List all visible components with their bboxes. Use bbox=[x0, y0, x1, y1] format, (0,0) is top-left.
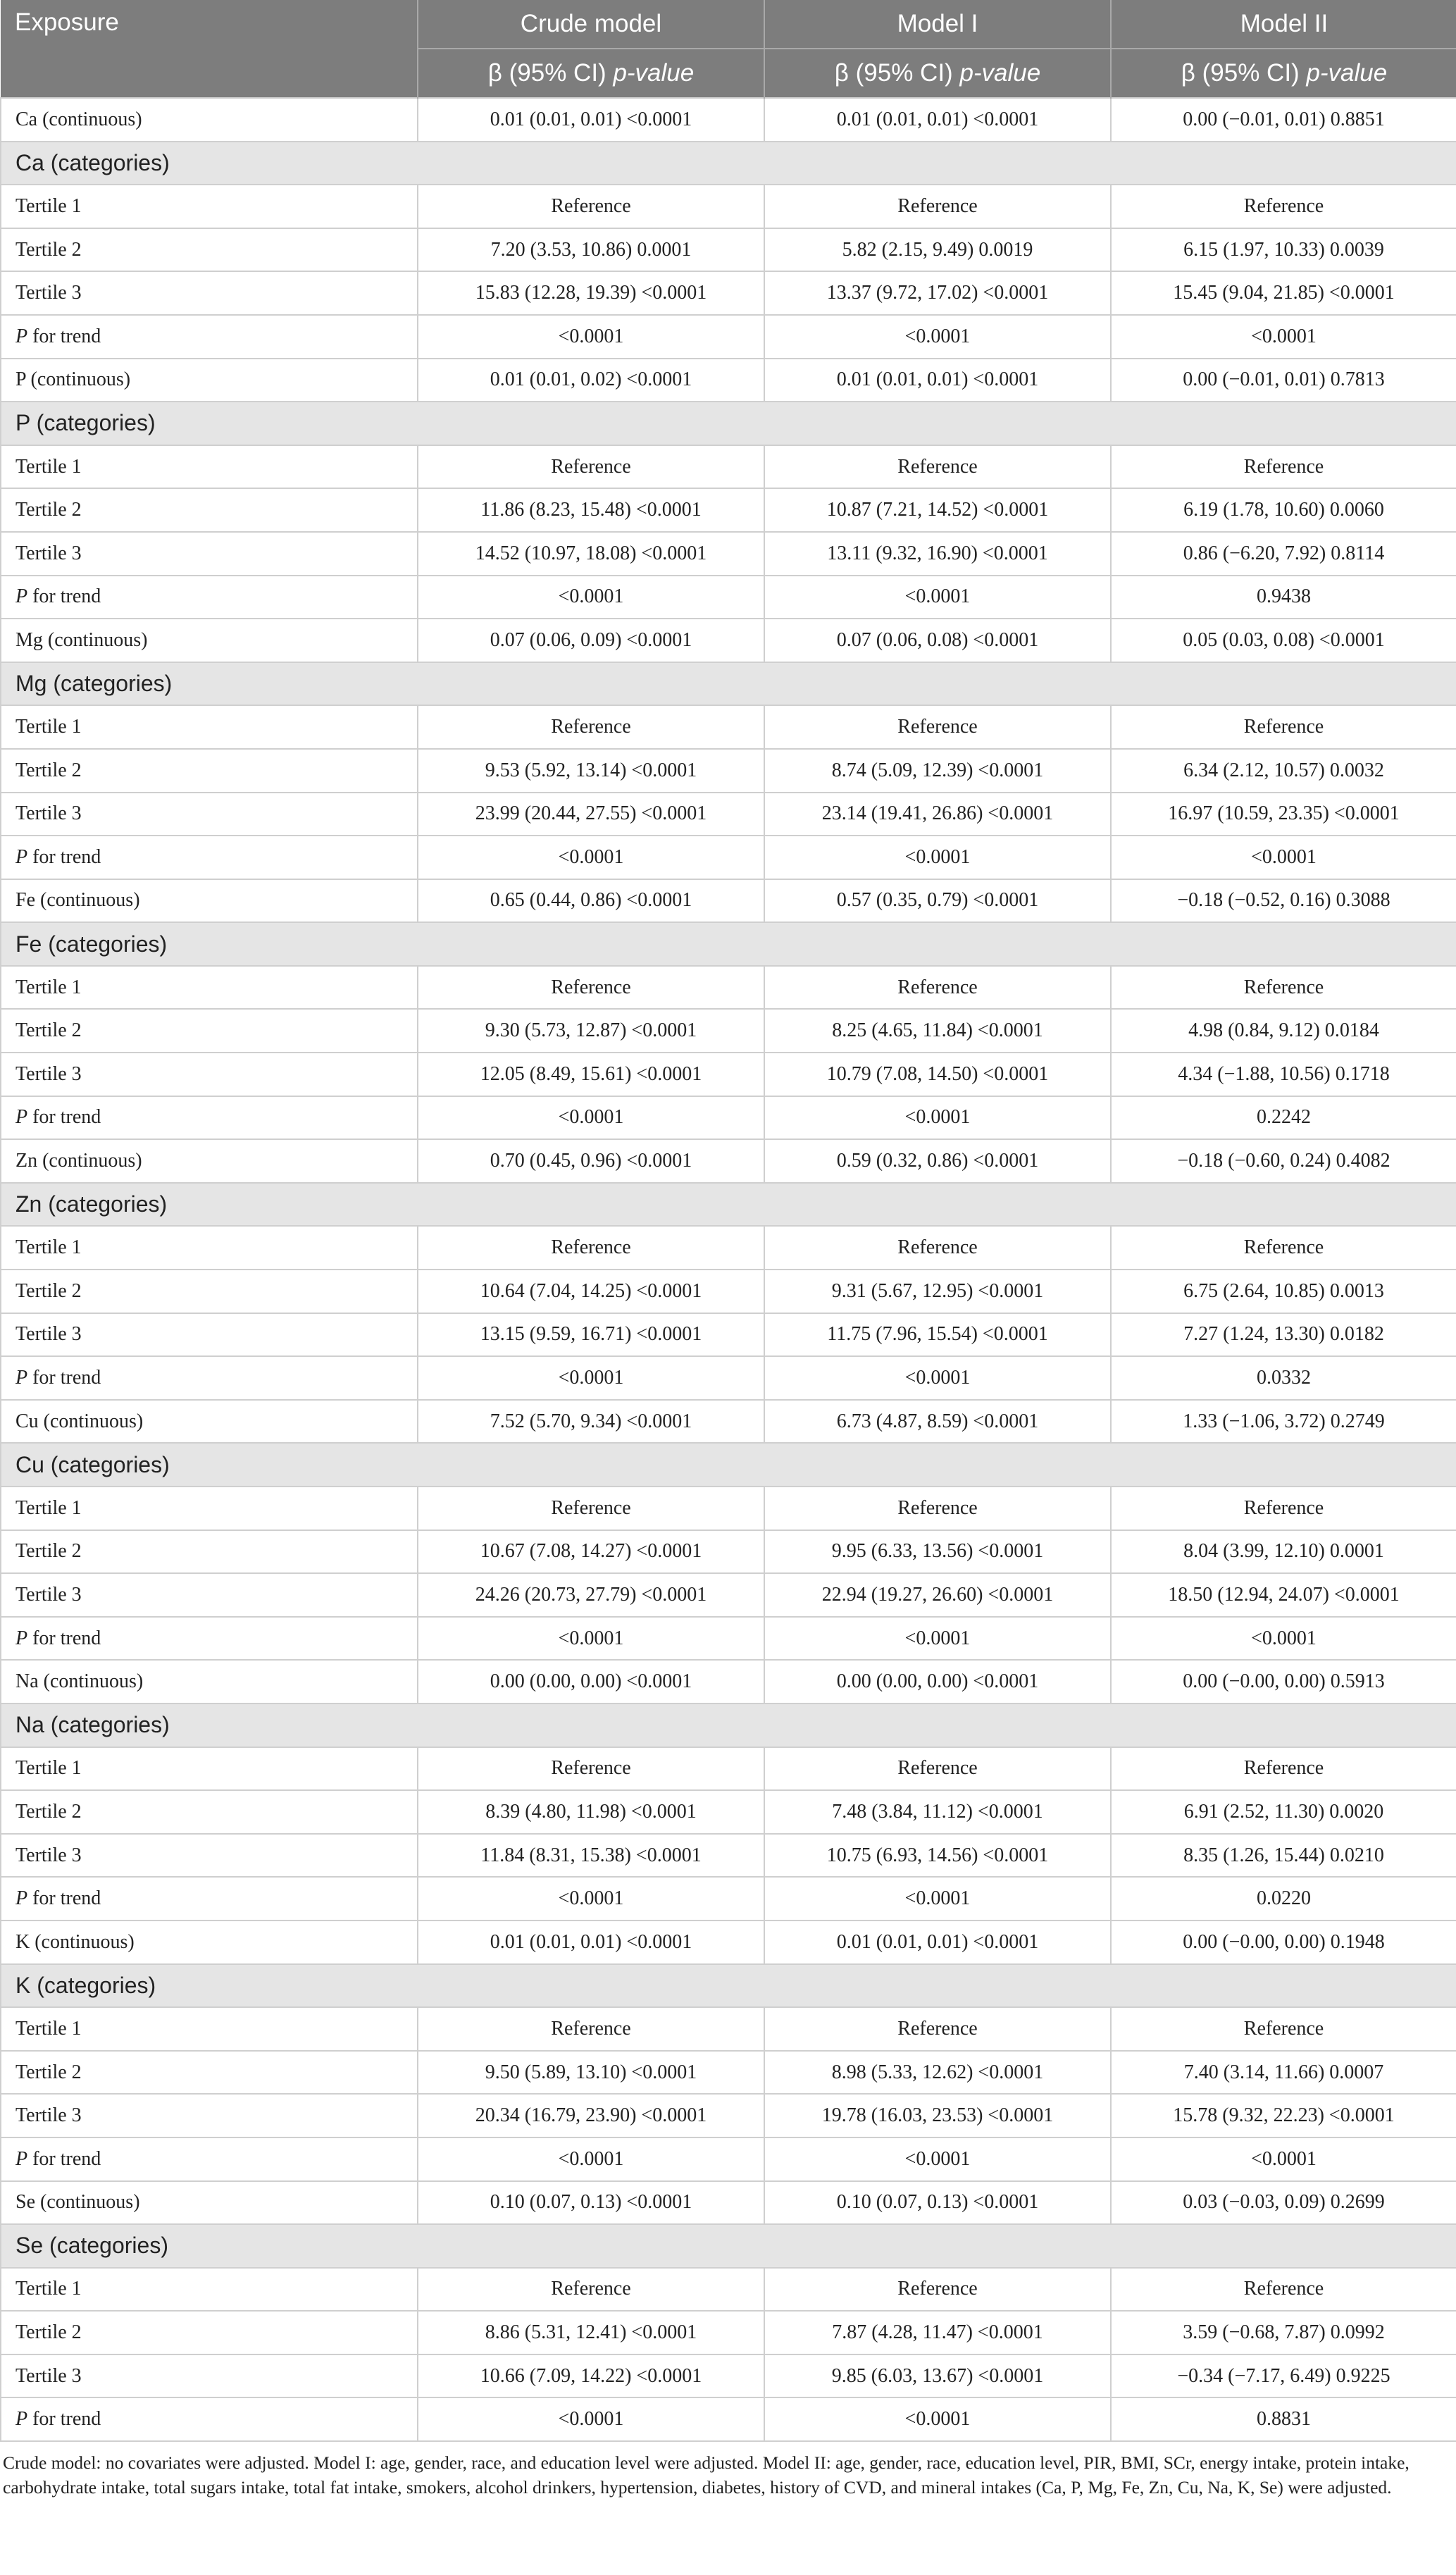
table-row bbox=[1, 2094, 1456, 2137]
category-row bbox=[1, 1704, 1456, 1747]
cell-crude-model: Reference bbox=[418, 2007, 764, 2051]
table-row bbox=[1, 1356, 1456, 1400]
cell-model-ii: 6.75 (2.64, 10.85) 0.0013 bbox=[1111, 1270, 1456, 1313]
cell-model-ii: 0.03 (−0.03, 0.09) 0.2699 bbox=[1111, 2181, 1456, 2225]
category-label: Na (categories) bbox=[1, 1704, 1456, 1747]
table-row bbox=[1, 1921, 1456, 1964]
trend-label: for trend bbox=[32, 845, 101, 868]
cell-model-ii: 0.0332 bbox=[1111, 1356, 1456, 1400]
stat-label: β (95% CI) bbox=[834, 59, 953, 87]
cell-model-i: Reference bbox=[764, 1747, 1111, 1791]
cell-crude-model: Reference bbox=[418, 185, 764, 228]
table-row bbox=[1, 228, 1456, 272]
cell-model-ii: −0.18 (−0.60, 0.24) 0.4082 bbox=[1111, 1139, 1456, 1183]
table-row bbox=[1, 1400, 1456, 1444]
trend-p-prefix: P bbox=[15, 1627, 28, 1649]
table-row bbox=[1, 1009, 1456, 1053]
trend-label: for trend bbox=[32, 2147, 101, 2170]
row-label: Tertile 2 bbox=[1, 1270, 418, 1313]
cell-model-ii: 0.00 (−0.01, 0.01) 0.7813 bbox=[1111, 359, 1456, 402]
cell-crude-model: 24.26 (20.73, 27.79) <0.0001 bbox=[418, 1573, 764, 1617]
table-row bbox=[1, 1790, 1456, 1834]
row-label: Tertile 3 bbox=[1, 1573, 418, 1617]
row-label: Tertile 2 bbox=[1, 228, 418, 272]
trend-label: for trend bbox=[32, 1106, 101, 1129]
row-label: Tertile 1 bbox=[1, 1487, 418, 1530]
row-label: Ca (continuous) bbox=[1, 98, 418, 142]
row-label bbox=[1, 1877, 418, 1921]
trend-p-prefix: P bbox=[15, 1367, 28, 1389]
cell-model-i: <0.0001 bbox=[764, 1356, 1111, 1400]
cell-model-i: 9.85 (6.03, 13.67) <0.0001 bbox=[764, 2354, 1111, 2398]
row-label: Tertile 2 bbox=[1, 749, 418, 793]
cell-model-ii: Reference bbox=[1111, 966, 1456, 1010]
category-row bbox=[1, 1964, 1456, 2008]
category-label: Mg (categories) bbox=[1, 662, 1456, 706]
cell-model-ii: <0.0001 bbox=[1111, 2137, 1456, 2181]
table-header bbox=[1, 0, 1456, 98]
cell-crude-model: <0.0001 bbox=[418, 1096, 764, 1140]
table-row bbox=[1, 836, 1456, 879]
cell-crude-model: <0.0001 bbox=[418, 576, 764, 619]
category-label: Zn (categories) bbox=[1, 1183, 1456, 1227]
cell-model-i: <0.0001 bbox=[764, 1877, 1111, 1921]
row-label: Tertile 3 bbox=[1, 2354, 418, 2398]
header-stat-model-i bbox=[764, 49, 1111, 98]
cell-model-i: 0.01 (0.01, 0.01) <0.0001 bbox=[764, 98, 1111, 142]
cell-crude-model: 13.15 (9.59, 16.71) <0.0001 bbox=[418, 1313, 764, 1357]
cell-model-ii: 7.27 (1.24, 13.30) 0.0182 bbox=[1111, 1313, 1456, 1357]
category-row bbox=[1, 142, 1456, 185]
row-label: Tertile 2 bbox=[1, 1530, 418, 1574]
cell-model-i: 5.82 (2.15, 9.49) 0.0019 bbox=[764, 228, 1111, 272]
table-row bbox=[1, 1270, 1456, 1313]
cell-crude-model: 23.99 (20.44, 27.55) <0.0001 bbox=[418, 793, 764, 836]
category-label: Ca (categories) bbox=[1, 142, 1456, 185]
row-label: Tertile 2 bbox=[1, 2051, 418, 2095]
cell-crude-model: Reference bbox=[418, 2268, 764, 2312]
category-row bbox=[1, 1183, 1456, 1227]
cell-crude-model: <0.0001 bbox=[418, 2137, 764, 2181]
cell-model-ii: 18.50 (12.94, 24.07) <0.0001 bbox=[1111, 1573, 1456, 1617]
table-footnote: Crude model: no covariates were adjusted. Model I: age, gender, race, and education level were adjusted. Model II: age, gender, race, education level, PIR, BMI, SCr, energy intake, protein intake, carbohydrate intake, total sugars intake, total fat intake, smokers, alcohol drinkers, hypertension, diabetes, history of CVD, and mineral intakes (Ca, P, Mg, Fe, Zn, Cu, Na, K, Se) were adjusted. bbox=[3, 2452, 1410, 2498]
table-row bbox=[1, 576, 1456, 619]
cell-crude-model: 10.67 (7.08, 14.27) <0.0001 bbox=[418, 1530, 764, 1574]
table-row bbox=[1, 532, 1456, 576]
row-label: Tertile 1 bbox=[1, 1747, 418, 1791]
cell-model-i: 0.57 (0.35, 0.79) <0.0001 bbox=[764, 879, 1111, 923]
cell-crude-model: 0.10 (0.07, 0.13) <0.0001 bbox=[418, 2181, 764, 2225]
row-label: Mg (continuous) bbox=[1, 619, 418, 662]
cell-model-ii: 0.0220 bbox=[1111, 1877, 1456, 1921]
cell-model-ii: Reference bbox=[1111, 185, 1456, 228]
cell-model-ii: Reference bbox=[1111, 445, 1456, 489]
cell-crude-model: 8.39 (4.80, 11.98) <0.0001 bbox=[418, 1790, 764, 1834]
table-row bbox=[1, 445, 1456, 489]
cell-crude-model: Reference bbox=[418, 705, 764, 749]
cell-crude-model: 9.53 (5.92, 13.14) <0.0001 bbox=[418, 749, 764, 793]
cell-model-i: Reference bbox=[764, 185, 1111, 228]
cell-model-ii: 8.35 (1.26, 15.44) 0.0210 bbox=[1111, 1834, 1456, 1878]
table-row bbox=[1, 1617, 1456, 1661]
cell-crude-model: Reference bbox=[418, 445, 764, 489]
table-row bbox=[1, 2007, 1456, 2051]
cell-model-i: 10.79 (7.08, 14.50) <0.0001 bbox=[764, 1053, 1111, 1096]
table-body bbox=[1, 98, 1456, 2441]
cell-crude-model: 11.84 (8.31, 15.38) <0.0001 bbox=[418, 1834, 764, 1878]
cell-model-ii: 15.78 (9.32, 22.23) <0.0001 bbox=[1111, 2094, 1456, 2137]
cell-model-i: 19.78 (16.03, 23.53) <0.0001 bbox=[764, 2094, 1111, 2137]
cell-model-i: 9.31 (5.67, 12.95) <0.0001 bbox=[764, 1270, 1111, 1313]
pval-label: p-value bbox=[959, 59, 1041, 87]
trend-p-prefix: P bbox=[15, 1887, 28, 1910]
row-label: Na (continuous) bbox=[1, 1660, 418, 1704]
table-row bbox=[1, 2311, 1456, 2354]
cell-crude-model: 7.52 (5.70, 9.34) <0.0001 bbox=[418, 1400, 764, 1444]
row-label: Tertile 1 bbox=[1, 1226, 418, 1270]
table-row bbox=[1, 619, 1456, 662]
row-label: Tertile 3 bbox=[1, 2094, 418, 2137]
cell-crude-model: 0.65 (0.44, 0.86) <0.0001 bbox=[418, 879, 764, 923]
row-label: Tertile 3 bbox=[1, 793, 418, 836]
cell-model-ii: −0.34 (−7.17, 6.49) 0.9225 bbox=[1111, 2354, 1456, 2398]
cell-model-ii: 6.19 (1.78, 10.60) 0.0060 bbox=[1111, 488, 1456, 532]
row-label: Tertile 2 bbox=[1, 488, 418, 532]
table-row bbox=[1, 1877, 1456, 1921]
row-label bbox=[1, 1617, 418, 1661]
table-row bbox=[1, 2051, 1456, 2095]
cell-crude-model: Reference bbox=[418, 1226, 764, 1270]
cell-model-i: 10.75 (6.93, 14.56) <0.0001 bbox=[764, 1834, 1111, 1878]
table-row bbox=[1, 966, 1456, 1010]
header-crude-model: Crude model bbox=[418, 0, 764, 49]
cell-model-i: 13.37 (9.72, 17.02) <0.0001 bbox=[764, 271, 1111, 315]
cell-model-ii: <0.0001 bbox=[1111, 315, 1456, 359]
row-label: Tertile 2 bbox=[1, 1009, 418, 1053]
table-row bbox=[1, 1530, 1456, 1574]
cell-crude-model: <0.0001 bbox=[418, 836, 764, 879]
cell-crude-model: <0.0001 bbox=[418, 315, 764, 359]
cell-model-ii: Reference bbox=[1111, 1226, 1456, 1270]
cell-model-i: 0.10 (0.07, 0.13) <0.0001 bbox=[764, 2181, 1111, 2225]
row-label: Tertile 3 bbox=[1, 1313, 418, 1357]
row-label bbox=[1, 1356, 418, 1400]
cell-model-ii: <0.0001 bbox=[1111, 836, 1456, 879]
trend-p-prefix: P bbox=[15, 1106, 28, 1129]
row-label bbox=[1, 315, 418, 359]
cell-model-ii: 0.00 (−0.01, 0.01) 0.8851 bbox=[1111, 98, 1456, 142]
cell-model-i: <0.0001 bbox=[764, 2137, 1111, 2181]
cell-crude-model: <0.0001 bbox=[418, 1877, 764, 1921]
category-label: Fe (categories) bbox=[1, 922, 1456, 966]
trend-label: for trend bbox=[32, 1887, 101, 1910]
row-label: Cu (continuous) bbox=[1, 1400, 418, 1444]
row-label: Tertile 2 bbox=[1, 2311, 418, 2354]
cell-model-ii: 0.00 (−0.00, 0.00) 0.5913 bbox=[1111, 1660, 1456, 1704]
row-label: Fe (continuous) bbox=[1, 879, 418, 923]
row-label: Tertile 1 bbox=[1, 2007, 418, 2051]
cell-model-i: 0.01 (0.01, 0.01) <0.0001 bbox=[764, 359, 1111, 402]
cell-model-i: 8.74 (5.09, 12.39) <0.0001 bbox=[764, 749, 1111, 793]
category-label: Se (categories) bbox=[1, 2224, 1456, 2268]
cell-model-i: 10.87 (7.21, 14.52) <0.0001 bbox=[764, 488, 1111, 532]
cell-model-ii: 6.91 (2.52, 11.30) 0.0020 bbox=[1111, 1790, 1456, 1834]
category-row bbox=[1, 662, 1456, 706]
cell-model-i: 8.25 (4.65, 11.84) <0.0001 bbox=[764, 1009, 1111, 1053]
cell-model-ii: 1.33 (−1.06, 3.72) 0.2749 bbox=[1111, 1400, 1456, 1444]
row-label: Tertile 2 bbox=[1, 1790, 418, 1834]
table-row bbox=[1, 1747, 1456, 1791]
cell-model-ii: 0.9438 bbox=[1111, 576, 1456, 619]
cell-model-ii: 6.15 (1.97, 10.33) 0.0039 bbox=[1111, 228, 1456, 272]
cell-model-ii: 6.34 (2.12, 10.57) 0.0032 bbox=[1111, 749, 1456, 793]
cell-crude-model: Reference bbox=[418, 1747, 764, 1791]
table-row bbox=[1, 1834, 1456, 1878]
pval-label: p-value bbox=[613, 59, 695, 87]
cell-model-i: <0.0001 bbox=[764, 2397, 1111, 2441]
row-label: Se (continuous) bbox=[1, 2181, 418, 2225]
cell-model-ii: <0.0001 bbox=[1111, 1617, 1456, 1661]
table-row bbox=[1, 1096, 1456, 1140]
row-label: P (continuous) bbox=[1, 359, 418, 402]
cell-model-ii: 0.00 (−0.00, 0.00) 0.1948 bbox=[1111, 1921, 1456, 1964]
stat-label: β (95% CI) bbox=[487, 59, 606, 87]
cell-model-i: <0.0001 bbox=[764, 1096, 1111, 1140]
cell-crude-model: 15.83 (12.28, 19.39) <0.0001 bbox=[418, 271, 764, 315]
cell-crude-model: 10.66 (7.09, 14.22) <0.0001 bbox=[418, 2354, 764, 2398]
cell-model-i: <0.0001 bbox=[764, 315, 1111, 359]
category-row bbox=[1, 2224, 1456, 2268]
row-label bbox=[1, 2397, 418, 2441]
table-row bbox=[1, 2397, 1456, 2441]
cell-model-i: 9.95 (6.33, 13.56) <0.0001 bbox=[764, 1530, 1111, 1574]
row-label: Zn (continuous) bbox=[1, 1139, 418, 1183]
cell-crude-model: 0.01 (0.01, 0.01) <0.0001 bbox=[418, 1921, 764, 1964]
table-row bbox=[1, 1487, 1456, 1530]
cell-model-ii: 8.04 (3.99, 12.10) 0.0001 bbox=[1111, 1530, 1456, 1574]
header-exposure: Exposure bbox=[1, 0, 418, 98]
cell-model-ii: 15.45 (9.04, 21.85) <0.0001 bbox=[1111, 271, 1456, 315]
row-label: Tertile 3 bbox=[1, 1834, 418, 1878]
cell-model-i: <0.0001 bbox=[764, 576, 1111, 619]
cell-model-ii: 4.34 (−1.88, 10.56) 0.1718 bbox=[1111, 1053, 1456, 1096]
cell-crude-model: 10.64 (7.04, 14.25) <0.0001 bbox=[418, 1270, 764, 1313]
trend-label: for trend bbox=[32, 1367, 101, 1389]
pval-label: p-value bbox=[1306, 59, 1388, 87]
cell-model-i: Reference bbox=[764, 2268, 1111, 2312]
table-row bbox=[1, 315, 1456, 359]
cell-model-ii: Reference bbox=[1111, 1747, 1456, 1791]
cell-model-ii: 0.86 (−6.20, 7.92) 0.8114 bbox=[1111, 532, 1456, 576]
cell-crude-model: 14.52 (10.97, 18.08) <0.0001 bbox=[418, 532, 764, 576]
cell-model-i: 13.11 (9.32, 16.90) <0.0001 bbox=[764, 532, 1111, 576]
table-row bbox=[1, 793, 1456, 836]
cell-model-i: Reference bbox=[764, 2007, 1111, 2051]
table-row bbox=[1, 705, 1456, 749]
category-label: P (categories) bbox=[1, 402, 1456, 445]
table-row bbox=[1, 1660, 1456, 1704]
cell-model-ii: Reference bbox=[1111, 2007, 1456, 2051]
row-label: Tertile 1 bbox=[1, 966, 418, 1010]
row-label: K (continuous) bbox=[1, 1921, 418, 1964]
cell-crude-model: 11.86 (8.23, 15.48) <0.0001 bbox=[418, 488, 764, 532]
table-row bbox=[1, 1226, 1456, 1270]
table-row bbox=[1, 98, 1456, 142]
table-row bbox=[1, 2181, 1456, 2225]
category-row bbox=[1, 402, 1456, 445]
row-label bbox=[1, 2137, 418, 2181]
cell-model-ii: 0.2242 bbox=[1111, 1096, 1456, 1140]
cell-crude-model: Reference bbox=[418, 966, 764, 1010]
row-label: Tertile 1 bbox=[1, 185, 418, 228]
cell-crude-model: 8.86 (5.31, 12.41) <0.0001 bbox=[418, 2311, 764, 2354]
cell-model-i: 8.98 (5.33, 12.62) <0.0001 bbox=[764, 2051, 1111, 2095]
cell-model-i: Reference bbox=[764, 705, 1111, 749]
table-row bbox=[1, 1139, 1456, 1183]
cell-crude-model: 9.50 (5.89, 13.10) <0.0001 bbox=[418, 2051, 764, 2095]
row-label: Tertile 1 bbox=[1, 2268, 418, 2312]
cell-model-ii: Reference bbox=[1111, 705, 1456, 749]
cell-model-i: 23.14 (19.41, 26.86) <0.0001 bbox=[764, 793, 1111, 836]
cell-crude-model: 9.30 (5.73, 12.87) <0.0001 bbox=[418, 1009, 764, 1053]
trend-p-prefix: P bbox=[15, 325, 28, 347]
table-row bbox=[1, 1573, 1456, 1617]
cell-model-i: Reference bbox=[764, 445, 1111, 489]
row-label: Tertile 3 bbox=[1, 1053, 418, 1096]
cell-model-i: 7.48 (3.84, 11.12) <0.0001 bbox=[764, 1790, 1111, 1834]
cell-model-i: 0.00 (0.00, 0.00) <0.0001 bbox=[764, 1660, 1111, 1704]
cell-model-i: Reference bbox=[764, 1487, 1111, 1530]
row-label: Tertile 1 bbox=[1, 445, 418, 489]
row-label: Tertile 3 bbox=[1, 271, 418, 315]
table-row bbox=[1, 2137, 1456, 2181]
cell-model-i: 0.01 (0.01, 0.01) <0.0001 bbox=[764, 1921, 1111, 1964]
cell-model-i: Reference bbox=[764, 1226, 1111, 1270]
cell-model-i: Reference bbox=[764, 966, 1111, 1010]
cell-model-ii: 3.59 (−0.68, 7.87) 0.0992 bbox=[1111, 2311, 1456, 2354]
cell-model-i: <0.0001 bbox=[764, 1617, 1111, 1661]
cell-crude-model: 0.70 (0.45, 0.96) <0.0001 bbox=[418, 1139, 764, 1183]
cell-model-ii: 16.97 (10.59, 23.35) <0.0001 bbox=[1111, 793, 1456, 836]
table-row bbox=[1, 1313, 1456, 1357]
table-row bbox=[1, 1053, 1456, 1096]
cell-model-ii: −0.18 (−0.52, 0.16) 0.3088 bbox=[1111, 879, 1456, 923]
cell-model-i: 11.75 (7.96, 15.54) <0.0001 bbox=[764, 1313, 1111, 1357]
trend-label: for trend bbox=[32, 1627, 101, 1649]
trend-label: for trend bbox=[32, 325, 101, 347]
cell-model-i: 7.87 (4.28, 11.47) <0.0001 bbox=[764, 2311, 1111, 2354]
cell-crude-model: 20.34 (16.79, 23.90) <0.0001 bbox=[418, 2094, 764, 2137]
cell-crude-model: 7.20 (3.53, 10.86) 0.0001 bbox=[418, 228, 764, 272]
trend-p-prefix: P bbox=[15, 585, 28, 608]
table-row bbox=[1, 271, 1456, 315]
table-row bbox=[1, 359, 1456, 402]
row-label bbox=[1, 836, 418, 879]
cell-crude-model: <0.0001 bbox=[418, 1356, 764, 1400]
cell-crude-model: Reference bbox=[418, 1487, 764, 1530]
cell-model-ii: 0.8831 bbox=[1111, 2397, 1456, 2441]
row-label bbox=[1, 1096, 418, 1140]
row-label: Tertile 1 bbox=[1, 705, 418, 749]
cell-crude-model: 0.07 (0.06, 0.09) <0.0001 bbox=[418, 619, 764, 662]
row-label: Tertile 3 bbox=[1, 532, 418, 576]
category-row bbox=[1, 922, 1456, 966]
table-row bbox=[1, 2354, 1456, 2398]
cell-crude-model: 0.01 (0.01, 0.01) <0.0001 bbox=[418, 98, 764, 142]
cell-model-ii: 4.98 (0.84, 9.12) 0.0184 bbox=[1111, 1009, 1456, 1053]
trend-label: for trend bbox=[32, 585, 101, 608]
cell-model-i: 6.73 (4.87, 8.59) <0.0001 bbox=[764, 1400, 1111, 1444]
table-row bbox=[1, 749, 1456, 793]
cell-crude-model: <0.0001 bbox=[418, 1617, 764, 1661]
cell-model-i: 0.07 (0.06, 0.08) <0.0001 bbox=[764, 619, 1111, 662]
header-model-i: Model I bbox=[764, 0, 1111, 49]
cell-model-i: 0.59 (0.32, 0.86) <0.0001 bbox=[764, 1139, 1111, 1183]
cell-model-ii: 0.05 (0.03, 0.08) <0.0001 bbox=[1111, 619, 1456, 662]
cell-crude-model: <0.0001 bbox=[418, 2397, 764, 2441]
cell-model-i: 22.94 (19.27, 26.60) <0.0001 bbox=[764, 1573, 1111, 1617]
cell-model-ii: 7.40 (3.14, 11.66) 0.0007 bbox=[1111, 2051, 1456, 2095]
trend-label: for trend bbox=[32, 2408, 101, 2431]
header-model-ii: Model II bbox=[1111, 0, 1456, 49]
table-row bbox=[1, 185, 1456, 228]
table-row bbox=[1, 2268, 1456, 2312]
cell-crude-model: 12.05 (8.49, 15.61) <0.0001 bbox=[418, 1053, 764, 1096]
cell-crude-model: 0.01 (0.01, 0.02) <0.0001 bbox=[418, 359, 764, 402]
stat-label: β (95% CI) bbox=[1181, 59, 1300, 87]
table-row bbox=[1, 488, 1456, 532]
cell-model-i: <0.0001 bbox=[764, 836, 1111, 879]
row-label bbox=[1, 576, 418, 619]
trend-p-prefix: P bbox=[15, 845, 28, 868]
header-stat-model-ii bbox=[1111, 49, 1456, 98]
cell-model-ii: Reference bbox=[1111, 1487, 1456, 1530]
table-row bbox=[1, 879, 1456, 923]
header-stat-crude bbox=[418, 49, 764, 98]
category-label: K (categories) bbox=[1, 1964, 1456, 2008]
trend-p-prefix: P bbox=[15, 2408, 28, 2431]
cell-crude-model: 0.00 (0.00, 0.00) <0.0001 bbox=[418, 1660, 764, 1704]
category-label: Cu (categories) bbox=[1, 1443, 1456, 1487]
trend-p-prefix: P bbox=[15, 2147, 28, 2170]
cell-model-ii: Reference bbox=[1111, 2268, 1456, 2312]
category-row bbox=[1, 1443, 1456, 1487]
